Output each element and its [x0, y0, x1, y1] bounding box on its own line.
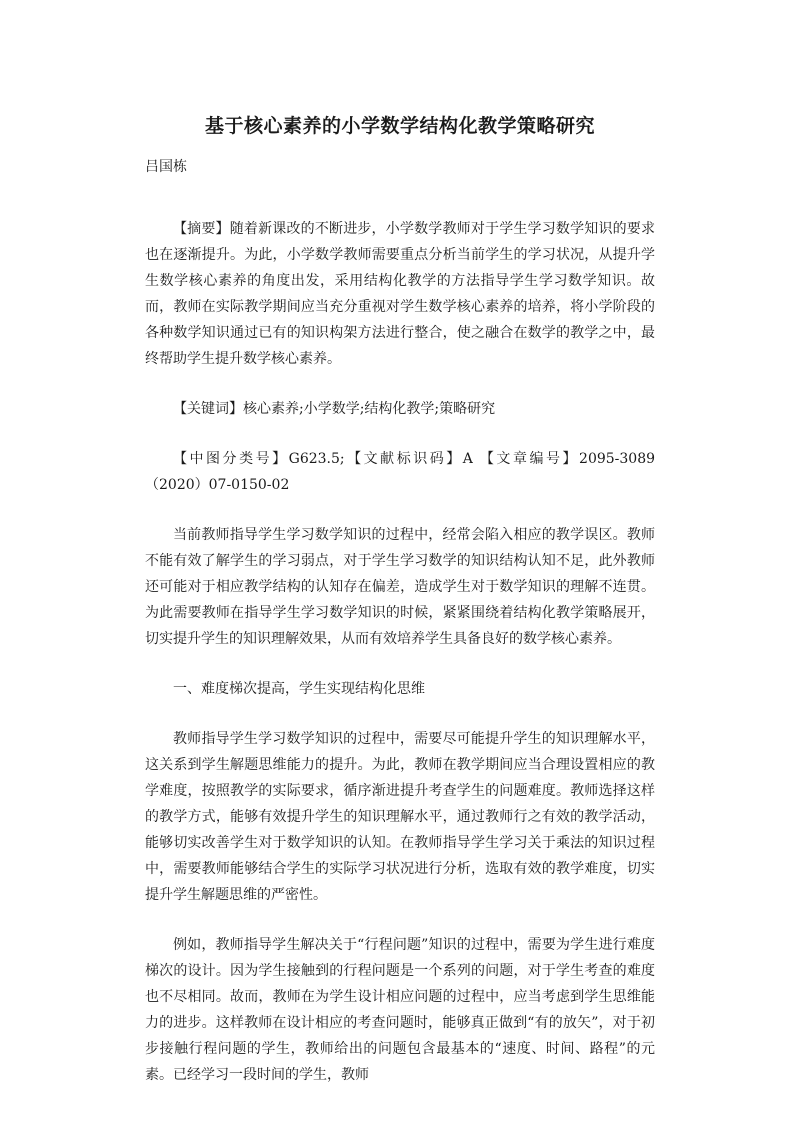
clc-value: G623.5; [288, 451, 345, 467]
abstract-label: 【摘要】 [173, 221, 230, 237]
keywords-paragraph [145, 396, 655, 422]
abstract-paragraph [145, 216, 655, 372]
article-no-value: 2095-3089（2020）07-0150-02 [145, 451, 656, 493]
abstract-text: 随着新课改的不断进步，小学数学教师对于学生学习数学知识的要求也在逐渐提升。为此，小学数学教师需要重点分析当前学生的学习状况，从提升学生数学核心素养的角度出发，采用结构化教学的方法指导学生学习数学知识。故而，教师在实际教学期间应当充分重视对学生数学核心素养的培养，将小学阶段的各种数学知识通过已有的知识构架方法进行整合，使之融合在数学的教学之中，最终帮助学生提升数学核心素养。 [145, 221, 656, 367]
keywords-text: 核心素养;小学数学;结构化教学;策略研究 [243, 401, 496, 417]
classification-paragraph [145, 446, 655, 498]
section1-paragraph-2: 例如，教师指导学生解决关于“行程问题”知识的过程中，需要为学生进行难度梯次的设计。因为学生接触到的行程问题是一个系列的问题，对于学生考查的难度也不尽相同。故而，教师在为学生设计相应问题的过程中，应当考虑到学生思维能力的进步。这样教师在设计相应的考查问题时，能够真正做到“有的放矢”，对于初步接触行程问题的学生，教师给出的问题包含最基本的“速度、时间、路程”的元素。已经学习一段时间的学生，教师 [145, 937, 655, 1083]
clc-label: 【中图分类号】 [173, 451, 289, 467]
intro-paragraph: 当前教师指导学生学习数学知识的过程中，经常会陷入相应的教学误区。教师不能有效了解学生的学习弱点，对于学生学习数学的知识结构认知不足，此外教师还可能对于相应教学结构的认知存在偏差，造成学生对于数学知识的理解不连贯。为此需要教师在指导学生学习数学知识的时候，紧紧围绕着结构化教学策略展开，切实提升学生的知识理解效果，从而有效培养学生具备良好的数学核心素养。 [145, 527, 655, 647]
author-name [145, 154, 655, 180]
author-text: 吕国栋 [145, 159, 187, 175]
doc-code-value: A [462, 451, 473, 467]
doc-code-label: 【文献标识码】 [344, 451, 463, 467]
paper-title: 基于核心素养的小学数学结构化教学策略研究 [204, 115, 595, 137]
article-no-label: 【文章编号】 [479, 451, 580, 467]
section-heading: 一、难度梯次提高，学生实现结构化思维 [173, 681, 425, 697]
keywords-label: 【关键词】 [173, 401, 243, 417]
section1-paragraph-1: 教师指导学生学习数学知识的过程中，需要尽可能提升学生的知识理解水平，这关系到学生解题思维能力的提升。为此，教师在教学期间应当合理设置相应的教学难度，按照教学的实际要求，循序渐进提升考查学生的问题难度。教师选择这样的教学方式，能够有效提升学生的知识理解水平，通过教师行之有效的教学活动，能够切实改善学生对于数学知识的认知。在教师指导学生学习关于乘法的知识过程中，需要教师能够结合学生的实际学习状况进行分析，选取有效的教学难度，切实提升学生解题思维的严密性。 [145, 731, 655, 903]
